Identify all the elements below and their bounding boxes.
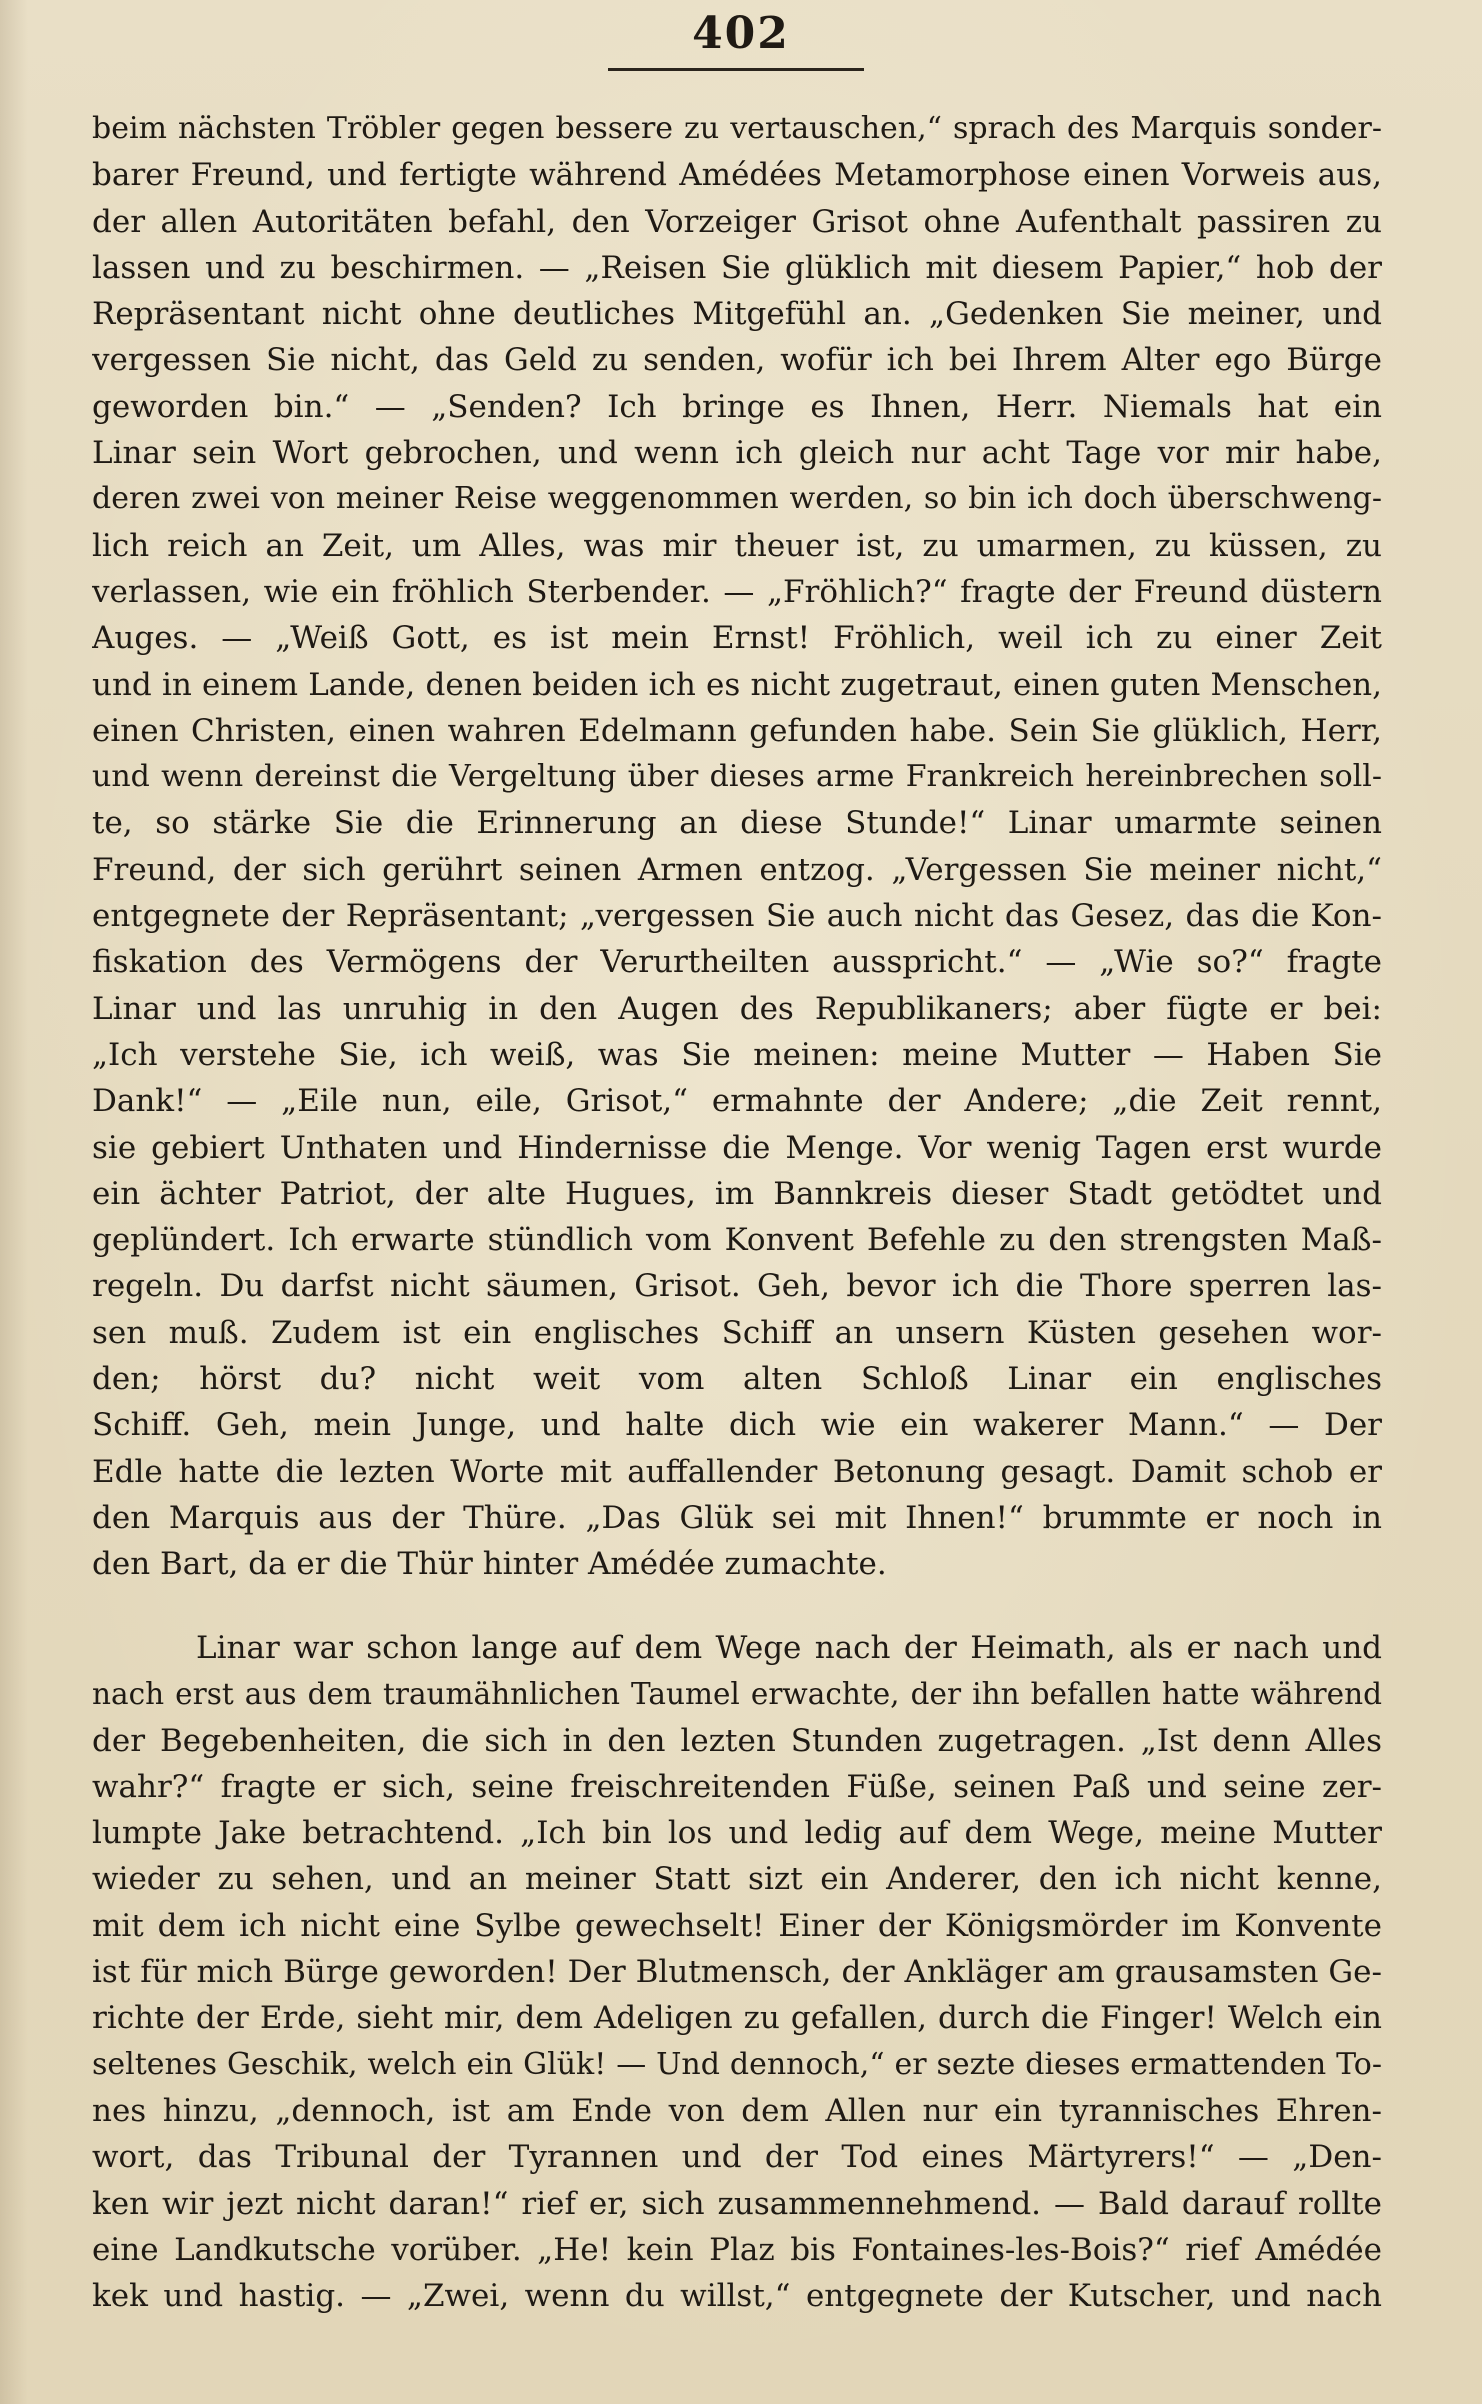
text-line: mit dem ich nicht eine Sylbe gewechselt! Einer der Königsmörder im Konvente (92, 1907, 1382, 1944)
text-line: der Begebenheiten, die sich in den lezten Stunden zugetragen. „Ist denn Alles (92, 1722, 1382, 1759)
text-line: sen muß. Zudem ist ein englisches Schiff an unsern Küsten gesehen wor- (92, 1314, 1382, 1351)
text-line: sie gebiert Unthaten und Hindernisse die Menge. Vor wenig Tagen erst wurde (92, 1129, 1382, 1166)
text-line: einen Christen, einen wahren Edelmann gefunden habe. Sein Sie glüklich, Herr, (92, 712, 1382, 749)
text-line: richte der Erde, sieht mir, dem Adeligen zu gefallen, durch die Finger! Welch ein (92, 2000, 1382, 2037)
header-rule (608, 68, 864, 71)
text-line: Repräsentant nicht ohne deutliches Mitgefühl an. „Gedenken Sie meiner, und (92, 296, 1382, 333)
text-line: Linar und las unruhig in den Augen des Republikaners; aber fügte er bei: (92, 990, 1382, 1027)
text-line: ist für mich Bürge geworden! Der Blutmensch, der Ankläger am grausamsten Ge- (92, 1954, 1382, 1991)
text-line: nach erst aus dem traumähnlichen Taumel erwachte, der ihn befallen hatte während (92, 1677, 1382, 1712)
text-line: Schiff. Geh, mein Junge, und halte dich wie ein wakerer Mann.“ — Der (92, 1407, 1382, 1444)
text-line: der allen Autoritäten befahl, den Vorzeiger Grisot ohne Aufenthalt passiren zu (92, 203, 1382, 240)
text-line: eine Landkutsche vorüber. „He! kein Plaz bis Fontaines-les-Bois?“ rief Amédée (92, 2231, 1382, 2268)
text-line: seltenes Geschik, welch ein Glük! — Und dennoch,“ er sezte dieses ermattenden To- (92, 2046, 1382, 2082)
text-line: geplündert. Ich erwarte stündlich vom Konvent Befehle zu den strengsten Maß- (92, 1222, 1382, 1259)
text-line: beim nächsten Tröbler gegen bessere zu vertauschen,“ sprach des Marquis sonder- (92, 111, 1382, 146)
text-line: wieder zu sehen, und an meiner Statt sizt ein Anderer, den ich nicht kenne, (92, 1861, 1382, 1898)
text-line: wort, das Tribunal der Tyrannen und der Tod eines Märtyrers!“ — „Den- (92, 2139, 1382, 2176)
text-line: Auges. — „Weiß Gott, es ist mein Ernst! Fröhlich, weil ich zu einer Zeit (92, 620, 1382, 657)
text-line: barer Freund, und fertigte während Amédées Metamorphose einen Vorweis aus, (92, 157, 1382, 194)
text-line: regeln. Du darfst nicht säumen, Grisot. Geh, bevor ich die Thore sperren las- (92, 1268, 1382, 1305)
text-line: Dank!“ — „Eile nun, eile, Grisot,“ ermahnte der Andere; „die Zeit rennt, (92, 1083, 1382, 1120)
paragraph-2 (92, 1625, 1382, 2319)
text-line: geworden bin.“ — „Senden? Ich bringe es Ihnen, Herr. Niemals hat ein (92, 388, 1382, 425)
text-line: den Bart, da er die Thür hinter Amédée zumachte. (92, 1546, 887, 1583)
text-line: den; hörst du? nicht weit vom alten Schloß Linar ein englisches (92, 1361, 1382, 1398)
text-line: fiskation des Vermögens der Verurtheilten ausspricht.“ — „Wie so?“ fragte (92, 944, 1382, 981)
text-line: Linar war schon lange auf dem Wege nach der Heimath, als er nach und (196, 1630, 1382, 1666)
text-line: den Marquis aus der Thüre. „Das Glük sei mit Ihnen!“ brummte er noch in (92, 1499, 1382, 1536)
text-line: und in einem Lande, denen beiden ich es nicht zugetraut, einen guten Menschen, (92, 666, 1382, 703)
text-line: nes hinzu, „dennoch, ist am Ende von dem Allen nur ein tyrannisches Ehren- (92, 2092, 1382, 2129)
text-line: lumpte Jake betrachtend. „Ich bin los und ledig auf dem Wege, meine Mutter (92, 1815, 1382, 1852)
text-line: Freund, der sich gerührt seinen Armen entzog. „Vergessen Sie meiner nicht,“ (92, 851, 1382, 888)
text-line: vergessen Sie nicht, das Geld zu senden, wofür ich bei Ihrem Alter ego Bürge (92, 342, 1382, 379)
text-line: ein ächter Patriot, der alte Hugues, im Bannkreis dieser Stadt getödtet und (92, 1175, 1382, 1212)
text-line: deren zwei von meiner Reise weggenommen werden, so bin ich doch überschweng- (92, 481, 1382, 517)
text-line: wahr?“ fragte er sich, seine freischreitenden Füße, seinen Paß und seine zer- (92, 1768, 1382, 1805)
page-number: 402 (692, 8, 790, 59)
text-line: Edle hatte die lezten Worte mit auffallender Betonung gesagt. Damit schob er (92, 1453, 1382, 1490)
text-line: ken wir jezt nicht daran!“ rief er, sich zusammennehmend. — Bald darauf rollte (92, 2185, 1382, 2222)
text-line: te, so stärke Sie die Erinnerung an diese Stunde!“ Linar umarmte seinen (92, 805, 1382, 842)
text-line: „Ich verstehe Sie, ich weiß, was Sie meinen: meine Mutter — Haben Sie (92, 1036, 1382, 1073)
text-line: entgegnete der Repräsentant; „vergessen Sie auch nicht das Gesez, das die Kon- (92, 898, 1382, 935)
text-line: verlassen, wie ein fröhlich Sterbender. — „Fröhlich?“ fragte der Freund düstern (92, 573, 1382, 610)
paragraph-1 (92, 106, 1382, 1588)
text-line: und wenn dereinst die Vergeltung über dieses arme Frankreich hereinbrechen soll- (92, 759, 1382, 795)
text-line: lassen und zu beschirmen. — „Reisen Sie glüklich mit diesem Papier,“ hob der (92, 249, 1382, 286)
page-edge-shadow (0, 0, 28, 2404)
text-line: lich reich an Zeit, um Alles, was mir theuer ist, zu umarmen, zu küssen, zu (92, 527, 1382, 564)
text-line: kek und hastig. — „Zwei, wenn du willst,“ entgegnete der Kutscher, und nach (92, 2278, 1382, 2315)
text-line: Linar sein Wort gebrochen, und wenn ich gleich nur acht Tage vor mir habe, (92, 435, 1382, 472)
